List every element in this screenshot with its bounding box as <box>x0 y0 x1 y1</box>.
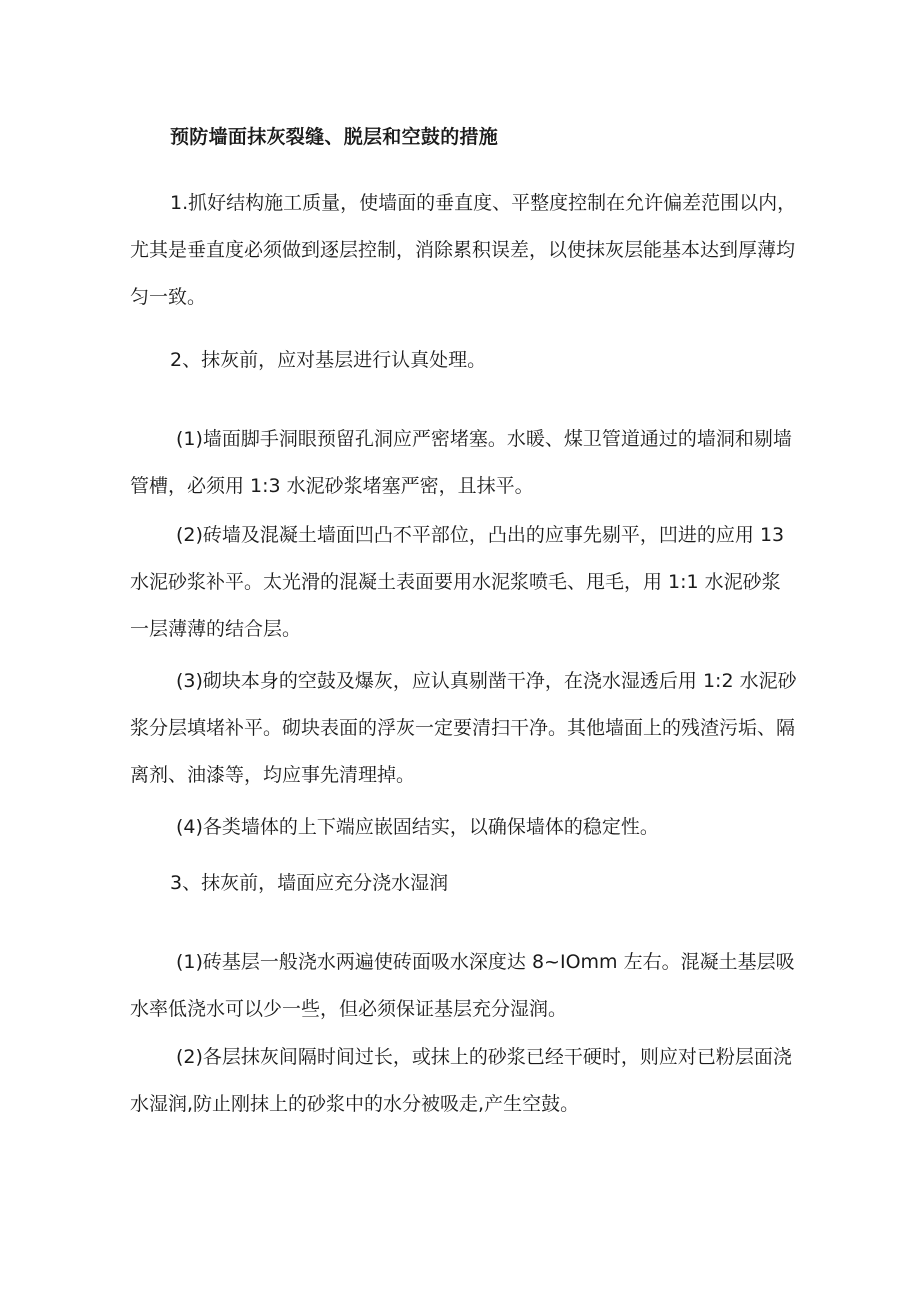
paragraph-2-4: (4)各类墙体的上下端应嵌固结实，以确保墙体的稳定性。 <box>176 816 659 838</box>
paragraph-3-2: (2)各层抹灰间隔时间过长，或抹上的砂浆已经干硬时，则应对已粉层面浇水湿润,防止刚抹上的砂浆中的水分被吸走,产生空鼓。 <box>130 1046 792 1115</box>
paragraph-3-1: (1)砖基层一般浇水两遍使砖面吸水深度达 8~IOmm 左右。混凝土基层吸水率低浇水可以少一些，但必须保证基层充分湿润。 <box>130 951 795 1020</box>
document-title: 预防墙面抹灰裂缝、脱层和空鼓的措施 <box>170 126 499 148</box>
paragraph-3: 3、抹灰前，墙面应充分浇水湿润 <box>170 872 449 894</box>
paragraph-2-2: (2)砖墙及混凝土墙面凹凸不平部位，凸出的应事先剔平，凹进的应用 13 水泥砂浆补平。太光滑的混凝土表面要用水泥浆喷毛、甩毛，用 1:1 水泥砂浆一层薄薄的结合层。 <box>130 524 785 640</box>
paragraph-1: 1.抓好结构施工质量，使墙面的垂直度、平整度控制在允许偏差范围以内，尤其是垂直度必须做到逐层控制，消除累积误差，以使抹灰层能基本达到厚薄均匀一致。 <box>130 192 797 308</box>
paragraph-2-1: (1)墙面脚手洞眼预留孔洞应严密堵塞。水暖、煤卫管道通过的墙洞和剔墙管槽，必须用 1:3 水泥砂浆堵塞严密，且抹平。 <box>130 428 792 497</box>
paragraph-2: 2、抹灰前，应对基层进行认真处理。 <box>170 349 487 371</box>
paragraph-2-3: (3)砌块本身的空鼓及爆灰，应认真剔凿干净，在浇水湿透后用 1:2 水泥砂浆分层填堵补平。砌块表面的浮灰一定要清扫干净。其他墙面上的残渣污垢、隔离剂、油漆等，均应事先清理掉。 <box>130 670 797 786</box>
